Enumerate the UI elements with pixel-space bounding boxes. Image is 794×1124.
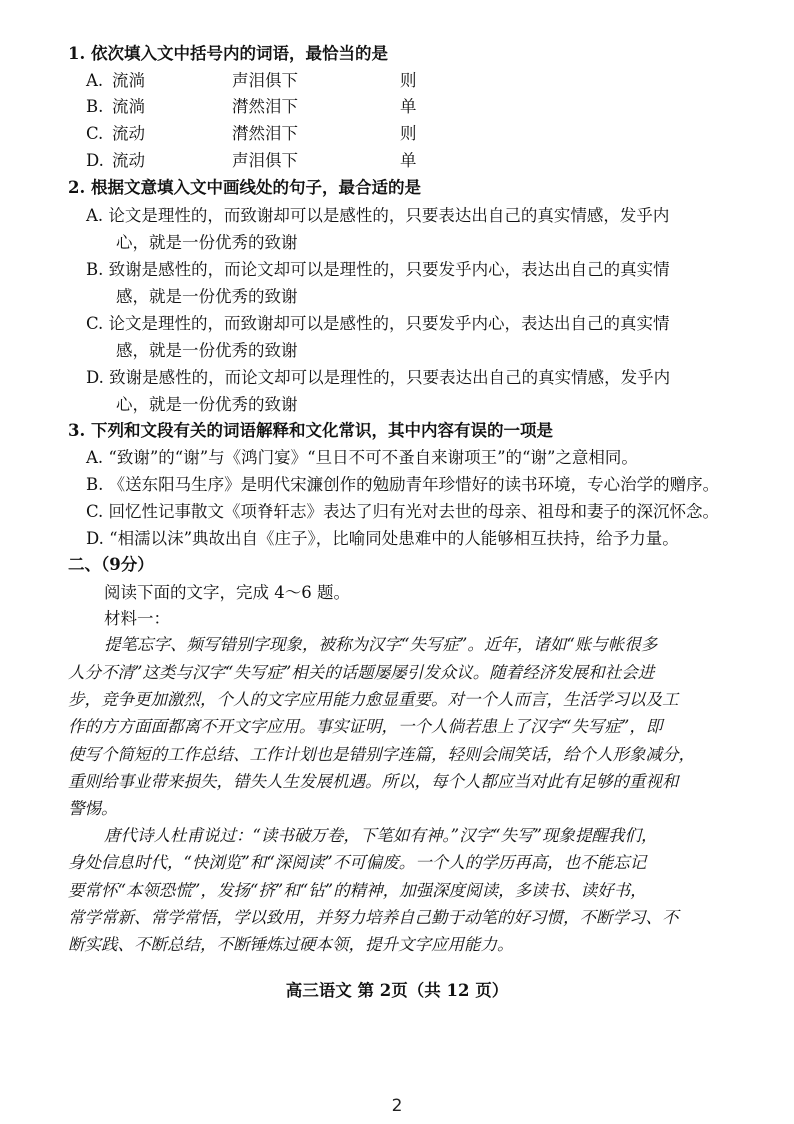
section-instruction: 阅读下面的文字，完成 4～6 题。 xyxy=(104,583,350,602)
q1-option-label: A. xyxy=(86,71,104,90)
q3-option-b: B. 《送东阳马生序》是明代宋濂创作的勉励青年珍惜好的读书环境，专心治学的赠序。 xyxy=(86,475,720,494)
page-footer: 高三语文 第 2页（共 12 页） xyxy=(285,981,509,1000)
q1-option-word2: 潸然泪下 xyxy=(232,124,298,143)
passage-line: 提笔忘字、频写错别字现象，被称为汉字“失写症”。近年，诸如“账与帐很多 xyxy=(104,635,658,654)
q1-option-word2: 潸然泪下 xyxy=(232,97,298,116)
q2-option-c-line2: 感，就是一份优秀的致谢 xyxy=(116,341,298,360)
q2-option-c-line1: C. 论文是理性的，而致谢却可以是感性的，只要发乎内心，表达出自己的真实情 xyxy=(86,314,670,333)
q3-stem: 3. 下列和文段有关的词语解释和文化常识，其中内容有误的一项是 xyxy=(68,421,553,440)
material-label: 材料一： xyxy=(104,609,170,628)
q3-option-d: D. “相濡以沫”典故出自《庄子》，比喻同处患难中的人能够相互扶持，给予力量。 xyxy=(86,529,679,548)
q2-option-d-line2: 心，就是一份优秀的致谢 xyxy=(116,395,298,414)
q1-option-word1: 流淌 xyxy=(112,71,145,90)
page-number: 2 xyxy=(391,1096,403,1116)
passage-line: 警惕。 xyxy=(68,799,118,818)
q1-option-word3: 单 xyxy=(400,151,417,170)
q3-option-a: A. “致谢”的“谢”与《鸿门宴》“旦日不可不蚤自来谢项王”的“谢”之意相同。 xyxy=(86,448,638,467)
passage-line: 断实践、不断总结，不断锤炼过硬本领，提升文字应用能力。 xyxy=(68,935,514,954)
q2-option-b-line2: 感，就是一份优秀的致谢 xyxy=(116,287,298,306)
q1-option-word1: 流淌 xyxy=(112,97,145,116)
q2-option-a-line1: A. 论文是理性的，而致谢却可以是感性的，只要表达出自己的真实情感，发乎内 xyxy=(86,206,670,225)
q2-stem: 2. 根据文意填入文中画线处的句子，最合适的是 xyxy=(68,178,421,197)
q1-option-word3: 则 xyxy=(400,71,417,90)
passage-line: 重则给事业带来损失，错失人生发展机遇。所以，每个人都应当对此有足够的重视和 xyxy=(68,772,679,791)
q1-option-word1: 流动 xyxy=(112,151,145,170)
q1-option-label: B. xyxy=(86,97,104,116)
q1-option-word2: 声泪俱下 xyxy=(232,151,298,170)
q2-option-b-line1: B. 致谢是感性的，而论文却可以是理性的，只要发乎内心，表达出自己的真实情 xyxy=(86,260,670,279)
q1-option-label: C. xyxy=(86,124,104,143)
q1-option-word1: 流动 xyxy=(112,124,145,143)
passage-line: 人分不清”这类与汉字“失写症”相关的话题屡屡引发众议。随着经济发展和社会进 xyxy=(68,663,655,682)
passage-line: 作的方方面面都离不开文字应用。事实证明，一个人倘若患上了汉字“失写症”，即 xyxy=(68,717,663,736)
q1-stem: 1. 依次填入文中括号内的词语，最恰当的是 xyxy=(68,44,388,63)
q1-option-word2: 声泪俱下 xyxy=(232,71,298,90)
q2-option-a-line2: 心，就是一份优秀的致谢 xyxy=(116,233,298,252)
passage-line: 唐代诗人杜甫说过：“读书破万卷，下笔如有神。”汉字“失写”现象提醒我们， xyxy=(104,826,658,845)
section-heading: 二、（9分） xyxy=(68,555,154,574)
q3-option-c: C. 回忆性记事散文《项脊轩志》表达了归有光对去世的母亲、祖母和妻子的深沉怀念。 xyxy=(86,502,720,521)
passage-line: 使写个简短的工作总结、工作计划也是错别字连篇，轻则会闹笑话，给个人形象减分， xyxy=(68,745,695,764)
q1-option-word3: 单 xyxy=(400,97,417,116)
q1-option-label: D. xyxy=(86,151,104,170)
passage-line: 常学常新、常学常悟，学以致用，并努力培养自己勤于动笔的好习惯，不断学习、不 xyxy=(68,908,679,927)
passage-line: 步，竞争更加激烈，个人的文字应用能力愈显重要。对一个人而言，生活学习以及工 xyxy=(68,690,679,709)
q1-option-word3: 则 xyxy=(400,124,417,143)
passage-line: 要常怀“本领恐慌”，发扬“挤”和“钻”的精神，加强深度阅读，多读书、读好书， xyxy=(68,881,647,900)
passage-line: 身处信息时代，“快浏览”和“深阅读”不可偏废。一个人的学历再高，也不能忘记 xyxy=(68,853,647,872)
q2-option-d-line1: D. 致谢是感性的，而论文却可以是理性的，只要表达出自己的真实情感，发乎内 xyxy=(86,368,671,387)
